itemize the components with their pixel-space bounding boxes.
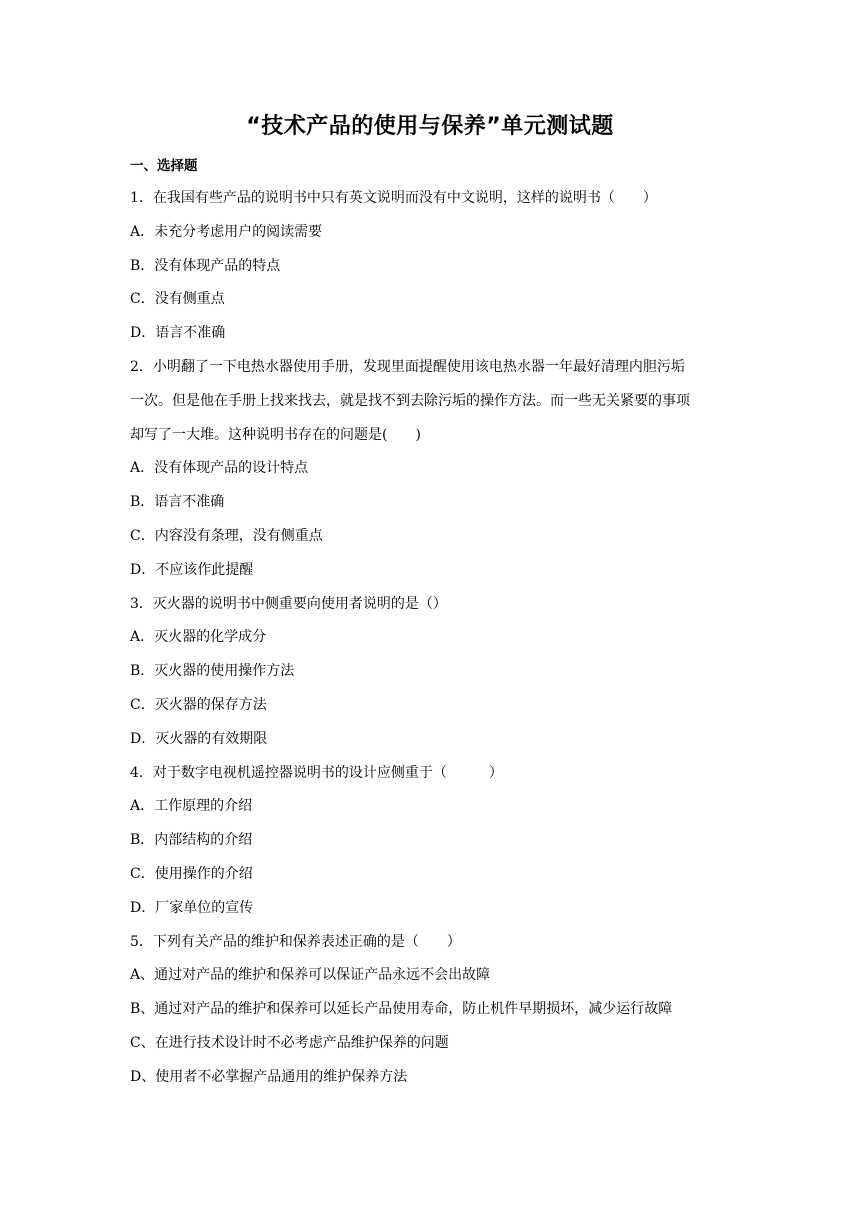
question-3: [130, 593, 740, 750]
option-c: C．灭火器的保存方法: [130, 696, 267, 713]
option-c: C．内容没有条理，没有侧重点: [130, 527, 323, 544]
question-stem: 1．在我国有些产品的说明书中只有英文说明而没有中文说明，这样的说明书（ ）: [130, 190, 657, 206]
option-d: D、使用者不必掌握产品通用的维护保养方法: [130, 1068, 408, 1085]
question-stem: 4．对于数字电视机遥控器说明书的设计应侧重于（ ）: [130, 764, 503, 781]
option-c: C、在进行技术设计时不必考虑产品维护保养的问题: [130, 1034, 449, 1051]
option-a: A、通过对产品的维护和保养可以保证产品永远不会出故障: [130, 967, 491, 984]
question-stem-line-3: 却写了一大堆。这种说明书存在的问题是( ): [130, 426, 421, 443]
document-title: “技术产品的使用与保养”单元测试题: [246, 114, 614, 139]
question-5: [130, 931, 740, 1088]
question-1: [130, 187, 740, 344]
option-b: B、通过对产品的维护和保养可以延长产品使用寿命，防止机件早期损坏，减少运行故障: [130, 1001, 673, 1018]
question-2: [130, 356, 740, 581]
option-a: A．灭火器的化学成分: [130, 629, 267, 646]
option-d: D．厂家单位的宣传: [130, 899, 254, 916]
option-b: B．语言不准确: [130, 494, 225, 511]
option-b: B．没有体现产品的特点: [130, 257, 281, 274]
option-b: B．内部结构的介绍: [130, 832, 253, 849]
question-list: [130, 187, 740, 1100]
question-stem-line-2: 一次。但是他在手册上找来找去，就是找不到去除污垢的操作方法。而一些无关紧要的事项: [130, 392, 690, 409]
option-d: D．灭火器的有效期限: [130, 730, 268, 747]
question-stem: 5．下列有关产品的维护和保养表述正确的是（ ）: [130, 933, 461, 950]
option-a: A．工作原理的介绍: [130, 798, 253, 815]
option-b: B．灭火器的使用操作方法: [130, 663, 295, 680]
question-stem-line-1: 2．小明翻了一下电热水器使用手册，发现里面提醒使用该电热水器一年最好清理内胆污垢: [130, 358, 685, 375]
option-d: D．不应该作此提醒: [130, 561, 254, 578]
section-heading: 一、选择题: [130, 158, 198, 174]
option-a: A．未充分考虑用户的阅读需要: [130, 223, 323, 240]
option-a: A．没有体现产品的设计特点: [130, 460, 309, 477]
question-stem: 3．灭火器的说明书中侧重要向使用者说明的是（）: [130, 595, 447, 612]
option-c: C．没有侧重点: [130, 291, 225, 308]
option-d: D．语言不准确: [130, 325, 226, 342]
option-c: C．使用操作的介绍: [130, 865, 253, 882]
question-4: [130, 762, 740, 919]
